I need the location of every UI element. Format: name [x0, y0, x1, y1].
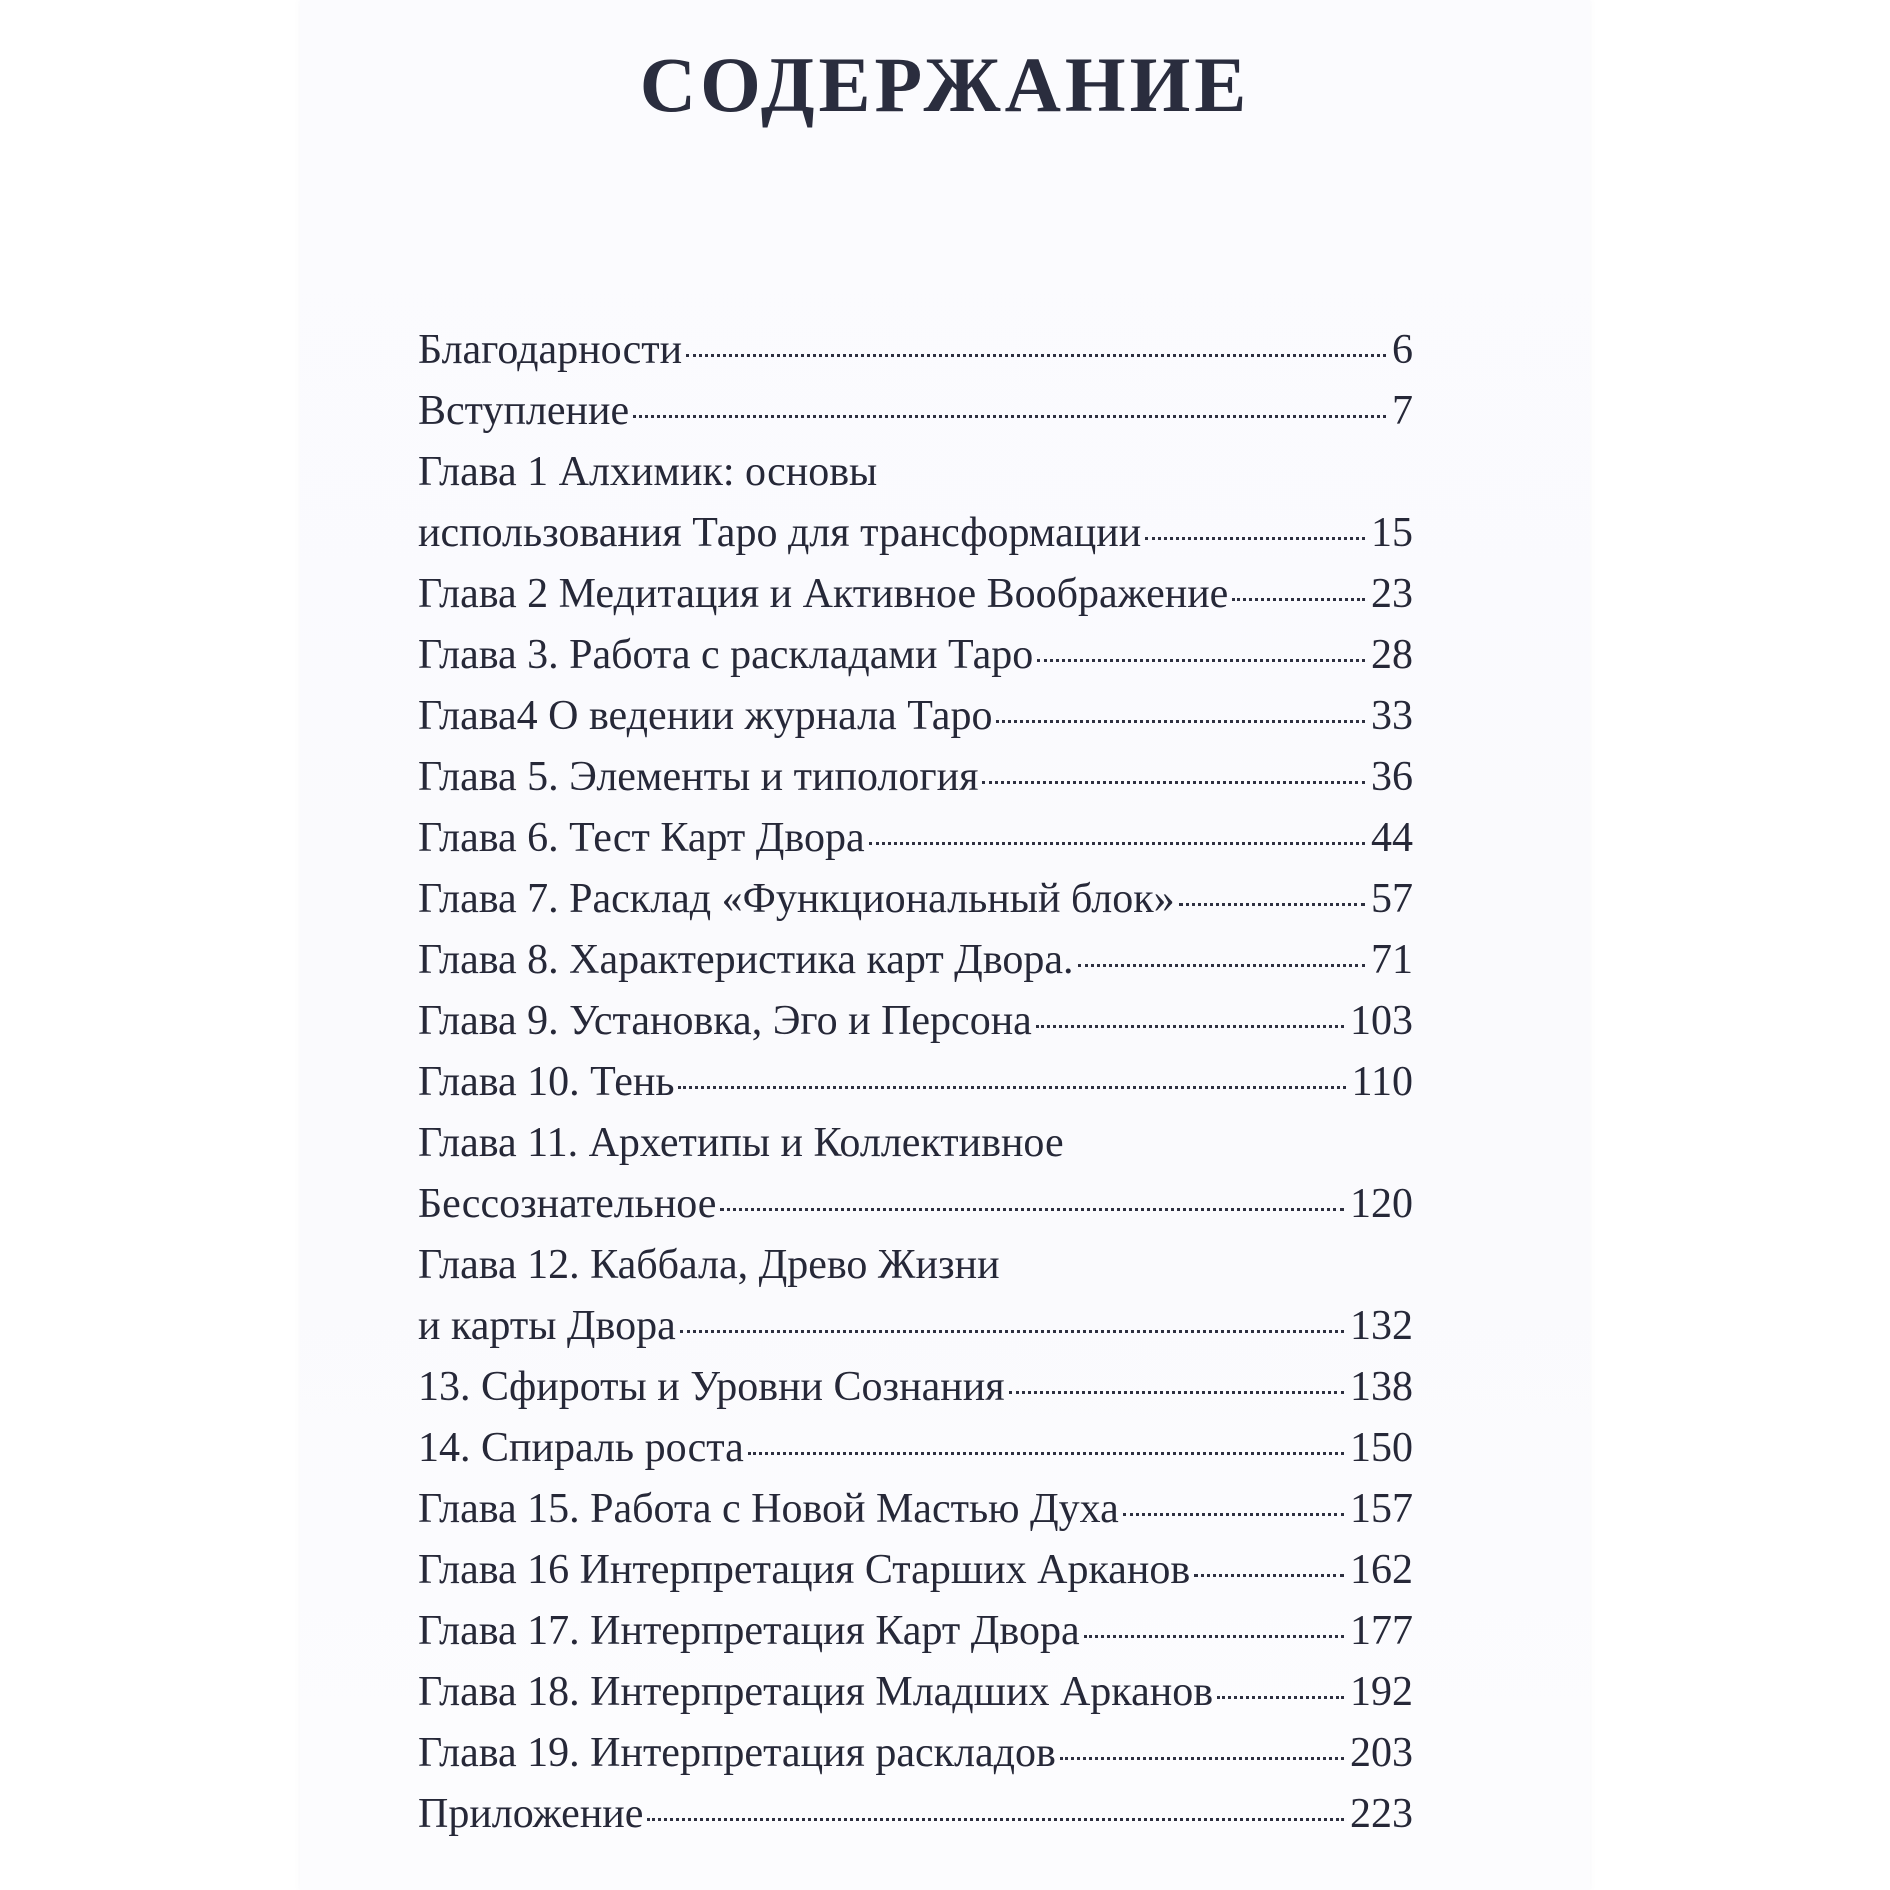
- toc-entry-line: [418, 564, 1413, 625]
- entry-title: Глава 8. Характеристика карт Двора.: [418, 937, 1074, 983]
- toc-entry-line: [418, 1784, 1413, 1845]
- page-number: 7: [1392, 388, 1413, 434]
- dot-leader: [982, 781, 1365, 784]
- dot-leader: [686, 354, 1386, 357]
- toc-entry-line: [418, 1479, 1413, 1540]
- toc-entry-line: [418, 1296, 1413, 1357]
- dot-leader: [996, 720, 1365, 723]
- toc-entry-line: [418, 381, 1413, 442]
- toc-entry-line: [418, 991, 1413, 1052]
- entry-title: Глава 1 Алхимик: основы: [418, 449, 878, 495]
- entry-title: Глава 11. Архетипы и Коллективное: [418, 1120, 1064, 1166]
- toc-entry: [418, 564, 1413, 625]
- page-number: 138: [1350, 1364, 1413, 1410]
- table-of-contents: [418, 320, 1413, 1845]
- entry-title: Благодарности: [418, 327, 683, 373]
- entry-title: Глава 19. Интерпретация раскладов: [418, 1730, 1056, 1776]
- dot-leader: [1036, 1025, 1344, 1028]
- page-number: 223: [1350, 1791, 1413, 1837]
- dot-leader: [1217, 1696, 1344, 1699]
- toc-entry-line: [418, 808, 1413, 869]
- toc-entry: [418, 930, 1413, 991]
- dot-leader: [678, 1086, 1345, 1089]
- toc-entry-line: [418, 625, 1413, 686]
- dot-leader: [1179, 903, 1365, 906]
- toc-entry-line: [418, 1723, 1413, 1784]
- toc-entry: [418, 808, 1413, 869]
- dot-leader: [1123, 1513, 1344, 1516]
- entry-title: Глава4 О ведении журнала Таро: [418, 693, 993, 739]
- toc-entry-line: [418, 869, 1413, 930]
- page-number: 132: [1350, 1303, 1413, 1349]
- entry-title: Приложение: [418, 1791, 644, 1837]
- toc-entry: [418, 869, 1413, 930]
- toc-entry: [418, 991, 1413, 1052]
- entry-title: Глава 10. Тень: [418, 1059, 675, 1105]
- dot-leader: [1084, 1635, 1344, 1638]
- toc-entry: [418, 381, 1413, 442]
- toc-entry: [418, 442, 1413, 564]
- page-number: 28: [1371, 632, 1413, 678]
- toc-entry: [418, 747, 1413, 808]
- dot-leader: [1060, 1757, 1344, 1760]
- toc-entry-line: [418, 747, 1413, 808]
- entry-title: Глава 9. Установка, Эго и Персона: [418, 998, 1032, 1044]
- page-number: 57: [1371, 876, 1413, 922]
- page-number: 36: [1371, 754, 1413, 800]
- toc-entry-line: [418, 1235, 1413, 1296]
- toc-entry-line: [418, 1418, 1413, 1479]
- page-number: 162: [1350, 1547, 1413, 1593]
- toc-entry: [418, 1662, 1413, 1723]
- dot-leader: [680, 1330, 1344, 1333]
- toc-entry: [418, 1479, 1413, 1540]
- toc-entry: [418, 1723, 1413, 1784]
- toc-entry-line: [418, 1540, 1413, 1601]
- page-number: 33: [1371, 693, 1413, 739]
- toc-entry: [418, 1601, 1413, 1662]
- toc-entry-line: [418, 686, 1413, 747]
- toc-entry: [418, 1113, 1413, 1235]
- toc-entry-line: [418, 320, 1413, 381]
- toc-entry: [418, 1540, 1413, 1601]
- entry-title: Глава 15. Работа с Новой Мастью Духа: [418, 1486, 1119, 1532]
- toc-entry: [418, 1784, 1413, 1845]
- toc-entry: [418, 320, 1413, 381]
- entry-title: Глава 12. Каббала, Древо Жизни: [418, 1242, 1000, 1288]
- toc-entry-line: [418, 1357, 1413, 1418]
- toc-entry-line: [418, 1113, 1413, 1174]
- toc-entry-line: [418, 1601, 1413, 1662]
- entry-title: Глава 6. Тест Карт Двора: [418, 815, 865, 861]
- page-number: 203: [1350, 1730, 1413, 1776]
- page-number: 71: [1371, 937, 1413, 983]
- toc-entry: [418, 686, 1413, 747]
- toc-entry-line: [418, 930, 1413, 991]
- toc-entry: [418, 1235, 1413, 1357]
- page-number: 23: [1371, 571, 1413, 617]
- dot-leader: [748, 1452, 1344, 1455]
- toc-entry-line: [418, 442, 1413, 503]
- dot-leader: [869, 842, 1365, 845]
- entry-title: Глава 5. Элементы и типология: [418, 754, 979, 800]
- entry-title: 14. Спираль роста: [418, 1425, 744, 1471]
- entry-title: Бессознательное: [418, 1181, 717, 1227]
- page-number: 103: [1350, 998, 1413, 1044]
- page-number: 192: [1350, 1669, 1413, 1715]
- dot-leader: [1037, 659, 1365, 662]
- page-number: 177: [1350, 1608, 1413, 1654]
- entry-title: Глава 7. Расклад «Функциональный блок»: [418, 876, 1175, 922]
- page-number: 15: [1371, 510, 1413, 556]
- entry-title: 13. Сфироты и Уровни Сознания: [418, 1364, 1005, 1410]
- page-number: 110: [1351, 1059, 1413, 1105]
- dot-leader: [720, 1208, 1344, 1211]
- page-number: 120: [1350, 1181, 1413, 1227]
- dot-leader: [1194, 1574, 1344, 1577]
- entry-title: и карты Двора: [418, 1303, 676, 1349]
- toc-entry: [418, 1418, 1413, 1479]
- entry-title: Глава 17. Интерпретация Карт Двора: [418, 1608, 1080, 1654]
- dot-leader: [1145, 537, 1365, 540]
- toc-entry-line: [418, 1052, 1413, 1113]
- toc-entry: [418, 625, 1413, 686]
- dot-leader: [633, 415, 1386, 418]
- entry-title: использования Таро для трансформации: [418, 510, 1142, 556]
- page-title: СОДЕРЖАНИЕ: [639, 41, 1251, 128]
- toc-entry: [418, 1052, 1413, 1113]
- entry-title: Глава 2 Медитация и Активное Воображение: [418, 571, 1229, 617]
- dot-leader: [647, 1818, 1344, 1821]
- toc-entry: [418, 1357, 1413, 1418]
- dot-leader: [1232, 598, 1365, 601]
- entry-title: Глава 16 Интерпретация Старших Арканов: [418, 1547, 1191, 1593]
- page-number: 150: [1350, 1425, 1413, 1471]
- dot-leader: [1009, 1391, 1344, 1394]
- entry-title: Вступление: [418, 388, 630, 434]
- page-number: 6: [1392, 327, 1413, 373]
- page-number: 44: [1371, 815, 1413, 861]
- page-number: 157: [1350, 1486, 1413, 1532]
- toc-entry-line: [418, 503, 1413, 564]
- entry-title: Глава 18. Интерпретация Младших Арканов: [418, 1669, 1214, 1715]
- dot-leader: [1078, 964, 1365, 967]
- entry-title: Глава 3. Работа с раскладами Таро: [418, 632, 1034, 678]
- toc-entry-line: [418, 1174, 1413, 1235]
- toc-entry-line: [418, 1662, 1413, 1723]
